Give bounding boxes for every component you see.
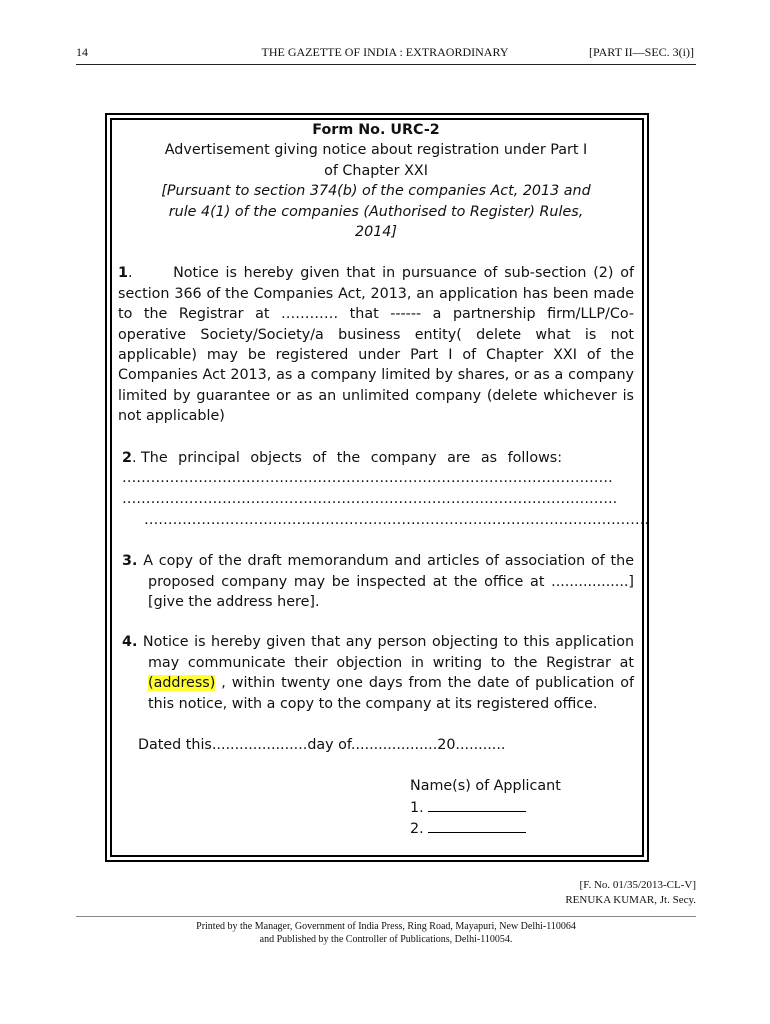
paragraph-3 bbox=[118, 551, 634, 612]
page-number: 14 bbox=[76, 45, 88, 59]
signatory: RENUKA KUMAR, Jt. Secy. bbox=[565, 894, 696, 906]
pursuant-line-2: rule 4(1) of the companies (Authorised to Register) Rules, bbox=[168, 203, 584, 220]
file-number: [F. No. 01/35/2013-CL-V] bbox=[579, 879, 696, 891]
form-subtitle-line-2: of Chapter XXI bbox=[324, 162, 428, 179]
paragraph-4-number: 4. bbox=[122, 634, 138, 651]
pursuant-line-3: 2014] bbox=[355, 224, 397, 241]
objects-dotted-line-3: ……………………………………………………………………………………………. bbox=[144, 512, 649, 529]
paragraph-4-text-a: Notice is hereby given that any person objecting to this application may communicate their objection in writing to the Registrar at bbox=[142, 634, 635, 671]
form-subtitle-line-1: Advertisement giving notice about registration under Part I bbox=[164, 142, 588, 159]
form-title: Form No. URC-2 bbox=[312, 122, 440, 138]
objects-dotted-line-2: ………………………………………………………………………………………….. bbox=[122, 491, 618, 508]
pursuant-line-1: [Pursuant to section 374(b) of the companies Act, 2013 and bbox=[161, 183, 591, 200]
applicant-1-blank bbox=[428, 797, 526, 812]
printer-imprint bbox=[76, 920, 696, 946]
header-rule bbox=[76, 64, 696, 65]
applicants-block bbox=[410, 776, 634, 839]
paragraph-3-text: A copy of the draft memorandum and articles of association of the proposed company may be inspected at the office at .................] [give the address here]. bbox=[143, 553, 635, 610]
printer-line-2: and Published by the Controller of Publications, Delhi-110054. bbox=[259, 934, 513, 945]
paragraph-1: 1. Notice is hereby given that in pursuance of sub-section (2) of section 366 of the Companies Act, 2013, an application has been made to the Registrar at ………… that ------ a partnership firm/LLP/Co-operative Society/Society/a business entity( delete what is not applicable) may be registered under Part I of Chapter XXI of the Companies Act 2013, as a company limited by shares, or as a company limited by guarantee or as an unlimited company (delete whichever is not applicable) bbox=[118, 265, 634, 425]
paragraph-1-text: Notice is hereby given that in pursuance of sub-section (2) of section 366 of the Companies Act, 2013, an application has been made to the Registrar at ………… that ------ a partnership firm/LLP/Co-operative Society/Society/a business entity( delete what is not applicable) may be registered under Part I of Chapter XXI of the Companies Act 2013, as a company limited by shares, or as a company limited by guarantee or as an unlimited company (delete whichever is not applicable) bbox=[118, 265, 634, 425]
applicant-2-number: 2. bbox=[410, 821, 424, 838]
paragraph-2: 2. The principal objects of the company are as follows: bbox=[122, 449, 563, 466]
form-content bbox=[118, 120, 649, 840]
paragraph-4-text-b: , within twenty one days from the date of publication of this notice, with a copy to the company at its registered office. bbox=[148, 675, 635, 712]
applicant-row-2 bbox=[410, 818, 634, 839]
dated-line: Dated this.....................day of...................20........... bbox=[138, 736, 506, 753]
file-reference bbox=[565, 878, 696, 908]
part-section: [PART II—SEC. 3(i)] bbox=[589, 45, 694, 59]
footer-rule bbox=[76, 916, 696, 917]
applicant-2-blank bbox=[428, 818, 526, 833]
paragraph-2-number: 2 bbox=[122, 449, 132, 466]
applicant-1-number: 1. bbox=[410, 799, 424, 816]
applicant-row-1 bbox=[410, 797, 634, 818]
printer-line-1: Printed by the Manager, Government of India Press, Ring Road, Mayapuri, New Delhi-110064 bbox=[196, 921, 576, 932]
paragraph-2-text: The principal objects of the company are as follows: bbox=[141, 449, 563, 466]
address-highlight: (address) bbox=[148, 675, 216, 692]
paragraph-1-number: 1 bbox=[118, 265, 128, 282]
objects-dotted-line-1: …………………………………………………………………………………………. bbox=[122, 470, 613, 487]
paragraph-3-number: 3. bbox=[122, 553, 138, 570]
applicants-label: Name(s) of Applicant bbox=[410, 778, 561, 795]
paragraph-4 bbox=[118, 632, 634, 714]
gazette-title: THE GAZETTE OF INDIA : EXTRAORDINARY bbox=[261, 45, 509, 59]
